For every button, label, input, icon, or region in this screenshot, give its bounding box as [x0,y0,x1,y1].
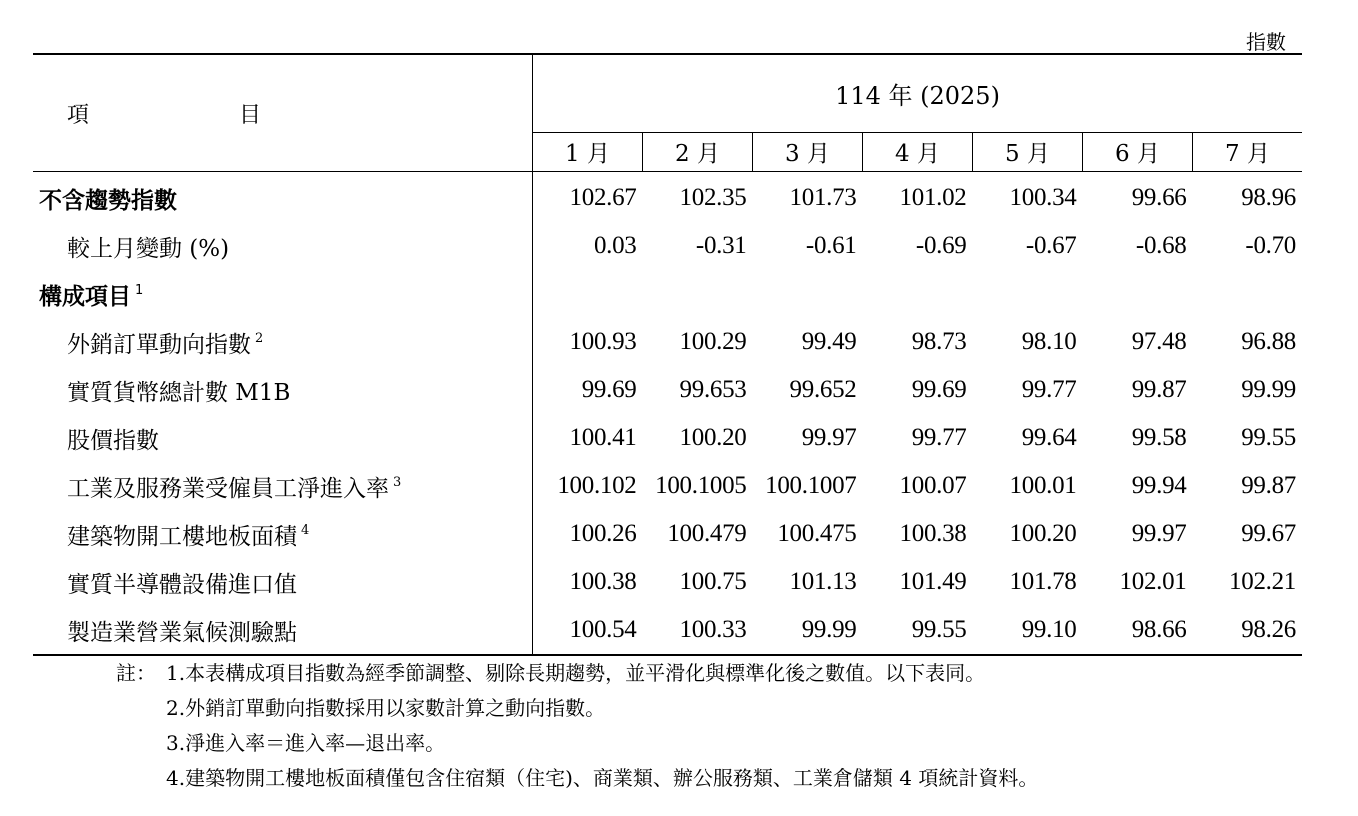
cell-value: 98.26 [1241,616,1296,643]
cell-value [1193,270,1303,318]
cell-value: 101.78 [1009,568,1077,595]
cell-value: -0.31 [695,232,747,259]
cell-value: 99.77 [911,424,967,451]
indicator-table [33,53,1302,656]
cell-value [643,270,753,318]
footnote-3: 3.淨進入率＝進入率—退出率。 [166,731,446,755]
cell-value [863,270,973,318]
cell-value: 99.77 [1021,376,1077,403]
cell-value: 98.10 [1021,328,1077,355]
month-header: 7 月 [1193,132,1303,171]
cell-value: 99.97 [1131,520,1187,547]
cell-value: 101.13 [789,568,857,595]
footnote-2: 2.外銷訂單動向指數採用以家數計算之動向指數。 [166,696,606,720]
cell-value: 100.102 [557,472,637,499]
cell-value: 100.26 [569,520,637,547]
footnote-ref: 2 [255,330,264,346]
cell-value: 99.64 [1021,424,1077,451]
footnote-prefix: 註： [116,661,156,685]
cell-value: 0.03 [593,232,637,259]
month-header: 4 月 [863,132,973,171]
cell-value: 99.55 [1241,424,1296,451]
row-label-components: 構成項目 $^1$ [33,270,533,318]
cell-value: 99.58 [1131,424,1187,451]
cell-value: 100.01 [1009,472,1077,499]
cell-value: 102.67 [569,184,637,211]
cell-value: 100.1005 [655,472,747,499]
month-header: 5 月 [973,132,1083,171]
cell-value: -0.69 [915,232,967,259]
cell-value [753,270,863,318]
cell-value: 100.475 [777,520,857,547]
table-row [33,414,1302,462]
cell-value: 99.69 [911,376,967,403]
cell-value: 98.73 [911,328,967,355]
row-label-export-orders: 外銷訂單動向指數 $^2$ [33,318,533,366]
cell-value: 101.02 [899,184,967,211]
cell-value: 102.01 [1119,568,1187,595]
cell-value: 100.20 [1009,520,1077,547]
year-header: 114 年 (2025) [533,54,1303,132]
cell-value: 99.652 [789,376,857,403]
cell-value: -0.68 [1135,232,1187,259]
cell-value: 99.10 [1021,616,1077,643]
cell-value: 100.1007 [765,472,857,499]
row-label-stock-index: 股價指數 [33,414,533,462]
table-row [33,270,1302,318]
cell-value: 100.93 [569,328,637,355]
cell-value: 99.66 [1131,184,1187,211]
row-label-trend-index: 不含趨勢指數 [33,172,533,223]
unit-label: 指數 [1246,30,1286,54]
table-row [33,558,1302,606]
cell-value: 100.20 [679,424,747,451]
month-header: 1 月 [533,132,643,171]
cell-value: 99.69 [581,376,637,403]
table-row [33,222,1302,270]
cell-value: 99.94 [1131,472,1187,499]
footnotes [116,656,1038,796]
cell-value: 100.54 [569,616,637,643]
cell-value: -0.67 [1025,232,1077,259]
row-label-manufacturing-climate: 製造業營業氣候測驗點 [33,606,533,655]
cell-value: 99.87 [1241,472,1296,499]
cell-value: 96.88 [1241,328,1296,355]
cell-value: 100.479 [667,520,747,547]
cell-value: 97.48 [1131,328,1187,355]
cell-value: -0.70 [1245,232,1296,259]
footnote-1: 註： 1.本表構成項目指數為經季節調整、剔除長期趨勢，並平滑化與標準化後之數值。以下表同。 [116,656,1038,691]
month-header: 6 月 [1083,132,1193,171]
cell-value: 102.21 [1229,568,1296,595]
cell-value: 100.38 [899,520,967,547]
row-label-net-entry-rate: 工業及服務業受僱員工淨進入率 $^3$ [33,462,533,510]
cell-value: 99.67 [1241,520,1296,547]
cell-value: 100.34 [1009,184,1077,211]
table-row [33,318,1302,366]
cell-value: 100.75 [679,568,747,595]
cell-value: 101.73 [789,184,857,211]
row-label-building-floor-area: 建築物開工樓地板面積 $^4$ [33,510,533,558]
footnote-ref: 3 [393,474,402,490]
table-row [33,510,1302,558]
cell-value: 99.99 [801,616,857,643]
row-label-mom-change: 較上月變動 (%) [33,222,533,270]
item-column-header [33,54,533,172]
row-label-semiconductor-imports: 實質半導體設備進口值 [33,558,533,606]
cell-value: 99.653 [679,376,747,403]
row-label-m1b: 實質貨幣總計數 M1B [33,366,533,414]
cell-value: 99.87 [1131,376,1187,403]
cell-value: 100.29 [679,328,747,355]
cell-value: 99.49 [801,328,857,355]
footnote-ref: 1 [135,282,144,298]
table-row [33,462,1302,510]
cell-value: 100.33 [679,616,747,643]
cell-value: 99.99 [1241,376,1296,403]
month-header: 3 月 [753,132,863,171]
table-row [33,366,1302,414]
cell-value: -0.61 [805,232,857,259]
month-header: 2 月 [643,132,753,171]
table-row [33,606,1302,655]
cell-value: 102.35 [679,184,747,211]
footnote-4: 4.建築物開工樓地板面積僅包含住宿類（住宅)、商業類、辦公服務類、工業倉儲類 4 項統計資料。 [166,766,1039,790]
cell-value: 99.97 [801,424,857,451]
footnote-ref: 4 [301,522,310,538]
table-row [33,172,1302,223]
cell-value: 98.66 [1131,616,1187,643]
cell-value: 98.96 [1241,184,1296,211]
cell-value: 101.49 [899,568,967,595]
cell-value: 100.38 [569,568,637,595]
cell-value [1083,270,1193,318]
item-header-right: 目 [239,102,262,128]
cell-value: 99.55 [911,616,967,643]
item-header-left: 項 [67,102,90,128]
cell-value: 100.41 [569,424,637,451]
cell-value [533,270,643,318]
cell-value [973,270,1083,318]
cell-value: 100.07 [899,472,967,499]
